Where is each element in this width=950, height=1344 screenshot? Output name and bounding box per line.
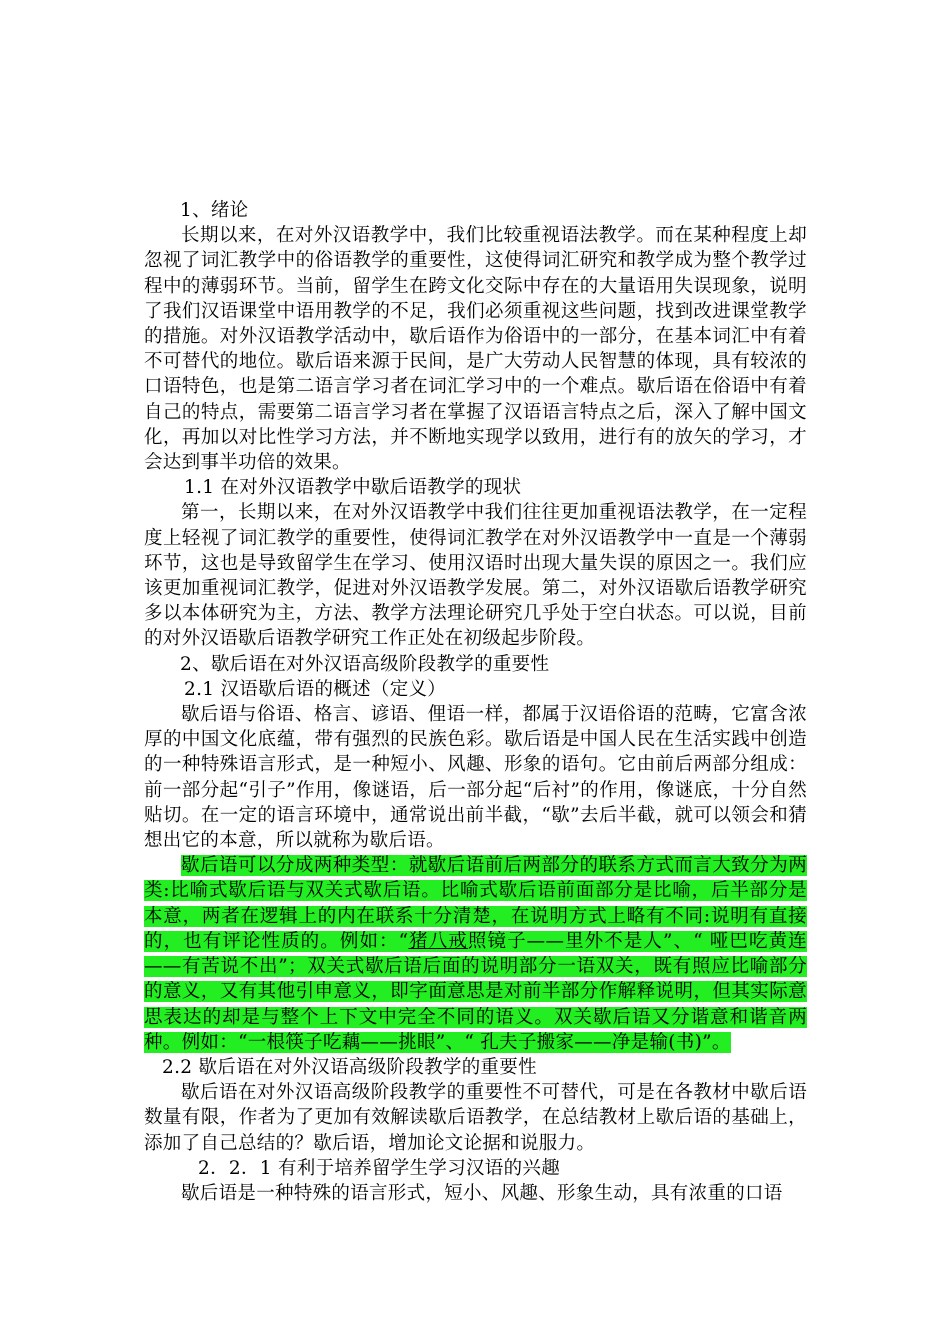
paragraph-types-highlighted: [144, 853, 807, 1055]
paragraph-definition: 歇后语与俗语、格言、谚语、俚语一样，都属于汉语俗语的范畴，它富含浓厚的中国文化底蕴，带有强烈的民族色彩。歇后语是中国人民在生活实践中创造的一种特殊语言形式，是一种短小、风趣、形象的语句。它由前后两部分组成：前一部分起“引子”作用，像谜语，后一部分起“后衬”的作用，像谜底，十分自然贴切。在一定的语言环境中，通常说出前半截，“歇”去后半截，就可以领会和猜想出它的本意，所以就称为歇后语。: [144, 704, 807, 852]
highlight-underlined-text: 猪八戒: [408, 930, 468, 952]
heading-2: 2、歇后语在对外汉语高级阶段教学的重要性: [180, 653, 550, 675]
paragraph-intro: 长期以来，在对外汉语教学中，我们比较重视语法教学。而在某种程度上却忽视了词汇教学中的俗语教学的重要性，这使得词汇研究和教学成为整个教学过程中的薄弱环节。当前，留学生在跨文化交际中存在的大量语用失误现象，说明了我们汉语课堂中语用教学的不足，我们必须重视这些问题，找到改进课堂教学的措施。对外汉语教学活动中，歇后语作为俗语中的一部分，在基本词汇中有着不可替代的地位。歇后语来源于民间，是广大劳动人民智慧的体现，具有较浓的口语特色，也是第二语言学习者在词汇学习中的一个难点。歇后语在俗语中有着自己的特点，需要第二语言学习者在掌握了汉语语言特点之后，深入了解中国文化，再加以对比性学习方法，并不断地实现学以致用，进行有的放矢的学习，才会达到事半功倍的效果。: [144, 225, 807, 474]
heading-2-2: 2.2 歇后语在对外汉语高级阶段教学的重要性: [162, 1056, 537, 1078]
paragraph-current-state: 第一，长期以来，在对外汉语教学中我们往往更加重视语法教学，在一定程度上轻视了词汇教学的重要性，使得词汇教学在对外汉语教学中一直是一个薄弱环节，这也是导致留学生在学习、使用汉语时出现大量失误的原因之一。我们应该更加重视词汇教学，促进对外汉语教学发展。第二，对外汉语歇后语教学研究多以本体研究为主，方法、教学方法理论研究几乎处于空白状态。可以说，目前的对外汉语歇后语教学研究工作正处在初级起步阶段。: [144, 502, 807, 650]
heading-introduction: 1、绪论: [180, 200, 249, 221]
heading-2-1: 2.1 汉语歇后语的概述（定义）: [184, 678, 447, 700]
paragraph-importance: 歇后语在对外汉语高级阶段教学的重要性不可替代，可是在各教材中歇后语数量有限，作者为了更加有效解读歇后语教学，在总结教材上歇后语的基础上，添加了自己总结的？歇后语，增加论文论据和说服力。: [144, 1082, 807, 1154]
paragraph-interest: 歇后语是一种特殊的语言形式，短小、风趣、形象生动，具有浓重的口语: [181, 1182, 783, 1204]
document-page: [144, 198, 807, 1206]
heading-2-2-1: 2．2．1 有利于培养留学生学习汉语的兴趣: [198, 1157, 560, 1179]
heading-1-1: 1.1 在对外汉语教学中歇后语教学的现状: [184, 477, 522, 499]
highlight-text-b: 照镜子——里外不是人”、“ 哑巴吃黄连——有苦说不出”；双关式歇后语后面的说明部分一语双关，既有照应比喻部分的意义，又有其他引申意义，即字面意思是对前半部分作解释说明，但其实际意思表达的却是与整个上下文中完全不同的语义。双关歇后语又分谐意和谐音两种。例如：“一根筷子吃藕——挑眼”、“ 孔夫子搬家——净是输(书)”。: [144, 930, 807, 1053]
highlight-text-a: 歇后语可以分成两种类型：就歇后语前后两部分的联系方式而言大致分为两类:比喻式歇后语与双关式歇后语。比喻式歇后语前面部分是比喻，后半部分是本意，两者在逻辑上的内在联系十分清楚，在说明方式上略有不同:说明有直接的，也有评论性质的。例如：“: [144, 855, 807, 952]
